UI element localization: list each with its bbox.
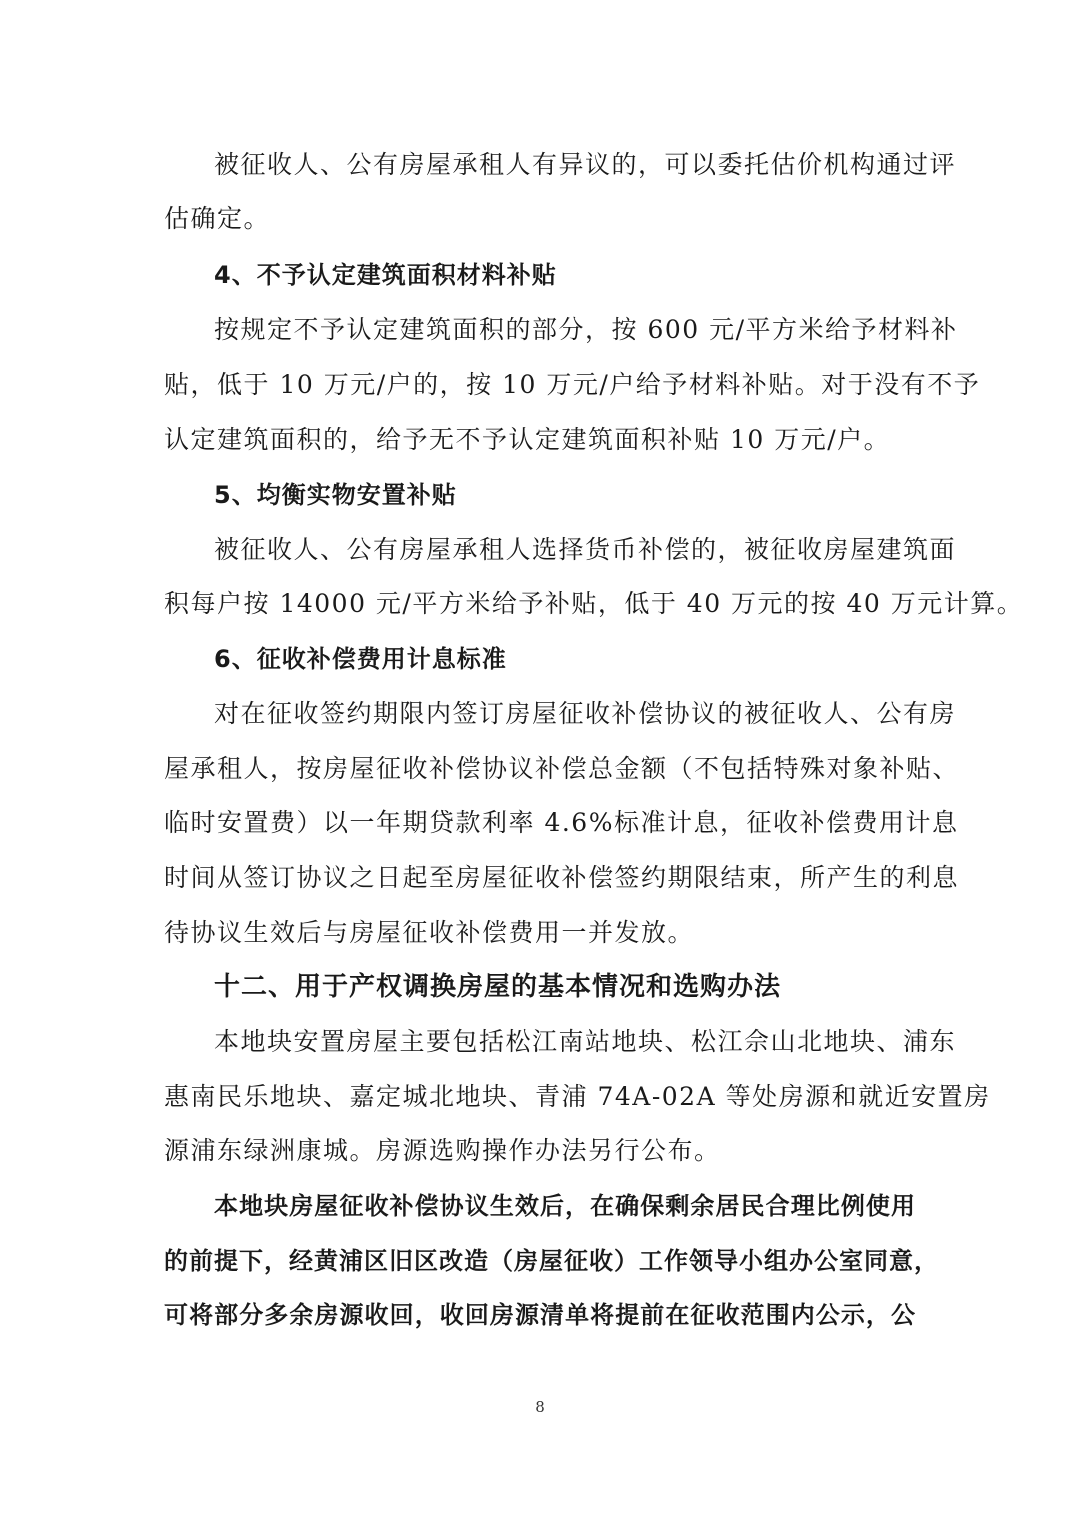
section-heading-6: 6、征收补偿费用计息标准 — [214, 645, 507, 673]
paragraph-line: 对在征收签约期限内签订房屋征收补偿协议的被征收人、公有房 — [214, 699, 957, 728]
bold-paragraph-line: 可将部分多余房源收回，收回房源清单将提前在征收范围内公示，公 — [164, 1301, 916, 1329]
paragraph-line: 认定建筑面积的，给予无不予认定建筑面积补贴 10 万元/户。 — [164, 425, 891, 454]
paragraph-line: 估确定。 — [164, 204, 271, 233]
paragraph-line: 时间从签订协议之日起至房屋征收补偿签约期限结束，所产生的利息 — [164, 863, 960, 892]
bold-paragraph-line: 本地块房屋征收补偿协议生效后，在确保剩余居民合理比例使用 — [214, 1192, 916, 1220]
paragraph-line: 按规定不予认定建筑面积的部分，按 600 元/平方米给予材料补 — [214, 315, 958, 344]
paragraph-line: 被征收人、公有房屋承租人有异议的，可以委托估价机构通过评 — [214, 150, 957, 179]
section-heading-5: 5、均衡实物安置补贴 — [214, 481, 457, 509]
paragraph-line: 临时安置费）以一年期贷款利率 4.6%标准计息，征收补偿费用计息 — [164, 808, 959, 837]
paragraph-line: 惠南民乐地块、嘉定城北地块、青浦 74A-02A 等处房源和就近安置房 — [164, 1082, 991, 1111]
paragraph-line: 积每户按 14000 元/平方米给予补贴，低于 40 万元的按 40 万元计算。 — [164, 589, 1024, 618]
paragraph-line: 贴，低于 10 万元/户的，按 10 万元/户给予材料补贴。对于没有不予 — [164, 370, 981, 399]
paragraph-line: 源浦东绿洲康城。房源选购操作办法另行公布。 — [164, 1136, 721, 1165]
paragraph-line: 待协议生效后与房屋征收补偿费用一并发放。 — [164, 918, 695, 947]
bold-paragraph-line: 的前提下，经黄浦区旧区改造（房屋征收）工作领导小组办公室同意， — [164, 1247, 939, 1275]
section-heading-4: 4、不予认定建筑面积材料补贴 — [214, 261, 557, 289]
section-heading-12: 十二、用于产权调换房屋的基本情况和选购办法 — [214, 972, 782, 1002]
page-number: 8 — [535, 1398, 545, 1416]
paragraph-line: 屋承租人，按房屋征收补偿协议补偿总金额（不包括特殊对象补贴、 — [164, 754, 960, 783]
paragraph-line: 被征收人、公有房屋承租人选择货币补偿的，被征收房屋建筑面 — [214, 535, 957, 564]
paragraph-line: 本地块安置房屋主要包括松江南站地块、松江佘山北地块、浦东 — [214, 1027, 957, 1056]
